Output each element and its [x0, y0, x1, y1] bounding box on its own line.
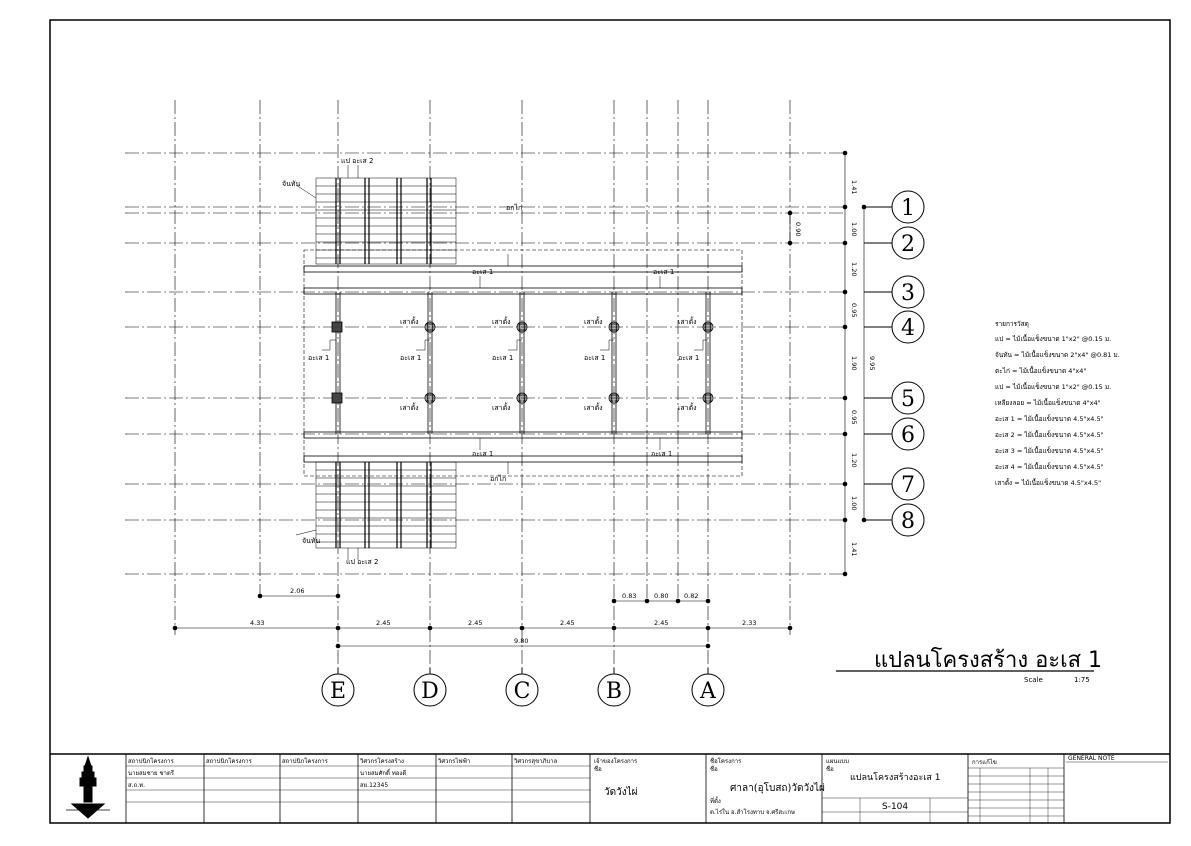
legend-item: จันทัน = ไม้เนื้อแข็งขนาด 2"x4" @0.81 ม.: [995, 351, 1120, 359]
tb-head-1: สถาปนิกโครงการ: [206, 758, 252, 765]
label-sao-3: เสาตั้ง: [584, 318, 603, 326]
legend-item: อะเส 4 = ไม้เนื้อแข็งขนาด 4.5"x4.5": [995, 463, 1104, 471]
leaders: [296, 165, 708, 560]
dim-r-8: 1.41: [850, 542, 858, 557]
grid-col-B: B: [605, 679, 623, 704]
dim-lines-bottom: [173, 594, 792, 648]
tb-project-name: ศาลา(อุโบสถ)วัดวังไผ่: [730, 783, 825, 794]
tb-head-2: สถาปนิกโครงการ: [282, 758, 328, 765]
grid-col-C: C: [513, 679, 531, 704]
materials-legend: [995, 320, 1120, 487]
label-ase-left: อะเส 1: [308, 354, 330, 362]
label-ase1-c: อะเส 1: [472, 450, 494, 458]
tb-location-head: ที่ตั้ง: [710, 798, 721, 805]
dim-r-4: 1.90: [850, 356, 858, 371]
tb-head-4: วิศวกรไฟฟ้า: [438, 758, 471, 765]
dim-r-2: 1.20: [850, 262, 858, 277]
legend-item: เหลียงลอย = ไม้เนื้อแข็งขนาด 4"x4": [995, 399, 1101, 407]
dim-b-3: 2.45: [560, 619, 575, 627]
tb-head-3: วิศวกรโครงสร้าง: [360, 758, 404, 765]
label-ok-kai-bottom: อกไก่: [490, 475, 507, 483]
label-sao-8: เสาตั้ง: [678, 404, 697, 412]
dim-b-s0: 0.83: [622, 592, 637, 600]
legend-item: อะเส 2 = ไม้เนื้อแข็งขนาด 4.5"x4.5": [995, 431, 1104, 439]
grid-row-6: 6: [901, 423, 915, 448]
tb-line1-0: นายสมชาย ชาตรี: [128, 770, 175, 777]
tb-head-0: สถาปนิกโครงการ: [128, 758, 174, 765]
dim-r-3: 0.95: [850, 303, 858, 318]
dim-b-s1: 0.80: [654, 592, 669, 600]
tb-rev-head: การแก้ไข: [972, 759, 997, 766]
grid-row-1: 1: [901, 196, 915, 221]
label-ase-d: อะเส 1: [400, 354, 422, 362]
label-sao-1: เสาตั้ง: [400, 318, 419, 326]
tb-line2-3: สย.12345: [360, 782, 389, 789]
label-pae-ase2-top: แป อะเส 2: [341, 157, 374, 165]
grid-col-D: D: [421, 679, 439, 704]
label-ase1-d: อะเส 1: [651, 450, 673, 458]
dim-b-5: 2.33: [742, 619, 757, 627]
dim-b-2: 2.45: [468, 619, 483, 627]
plan-title: แปลนโครงสร้าง อะเส 1: [874, 648, 1103, 673]
organization-logo: [66, 757, 110, 818]
dim-b-4: 2.45: [654, 619, 669, 627]
grid-row-8: 8: [901, 509, 915, 534]
dim-b-left: 2.06: [290, 587, 305, 595]
tb-sheet-head: แผนแบบ: [826, 758, 849, 765]
label-chanthan-bottom: จันทัน: [302, 537, 321, 545]
tb-sheet-name: แปลนโครงสร้างอะเส 1: [850, 773, 941, 783]
tb-owner-name: วัดวังไผ่: [604, 787, 638, 798]
dim-r-6: 1.20: [850, 453, 858, 468]
label-sao-5: เสาตั้ง: [400, 404, 419, 412]
label-ase1-b: อะเส 1: [653, 268, 675, 276]
label-ase-c: อะเส 1: [492, 354, 514, 362]
dim-r-0: 1.41: [850, 180, 858, 195]
grid-lines: [125, 100, 845, 668]
tb-location: ต.ไร่ใน อ.สำโรงทาบ จ.ศรีสะเกษ: [710, 809, 795, 816]
tb-owner-sub: ชื่อ: [594, 766, 602, 773]
label-ase-b: อะเส 1: [584, 354, 606, 362]
grid-row-4: 4: [901, 316, 915, 341]
grid-row-2: 2: [901, 232, 915, 257]
dim-b-1: 2.45: [376, 619, 391, 627]
grid-col-A: A: [700, 679, 716, 704]
tb-head-5: วิศวกรสุขาภิบาล: [514, 758, 558, 765]
roof-hatch-top: [316, 178, 456, 264]
columns: [332, 322, 713, 403]
tb-line1-3: นายสมศักดิ์ ทองดี: [360, 770, 407, 777]
legend-item: อะเส 1 = ไม้เนื้อแข็งขนาด 4.5"x4.5": [995, 415, 1104, 423]
legend-item: ตะไก่ = ไม้เนื้อแข็งขนาด 4"x4": [995, 367, 1087, 375]
label-ok-kai-top: อกไก่: [506, 204, 523, 212]
tb-general-head: GENERAL NOTE: [1068, 755, 1115, 762]
scale-label: Scale: [1024, 676, 1043, 684]
dim-r-total: 9.95: [868, 356, 876, 371]
grid-row-3: 3: [901, 281, 915, 306]
roof-outline: [304, 250, 742, 476]
legend-item: เสาตั้ง = ไม้เนื้อแข็งขนาด 4.5"x4.5": [995, 479, 1102, 487]
tb-project-sub: ชื่อ: [710, 766, 718, 773]
tb-sheet-sub: ชื่อ: [826, 766, 834, 773]
grid-row-7: 7: [901, 473, 915, 498]
label-sao-6: เสาตั้ง: [492, 404, 511, 412]
beams: [304, 266, 742, 462]
grid-row-5: 5: [901, 387, 915, 412]
scale-value: 1:75: [1074, 676, 1090, 684]
dim-r-1: 1.00: [850, 222, 858, 237]
legend-heading: รายการวัสดุ: [995, 320, 1029, 328]
tb-owner-head: เจ้าของโครงการ: [594, 758, 638, 765]
label-sao-4: เสาตั้ง: [678, 318, 697, 326]
dim-r-small: 0.90: [794, 222, 802, 237]
tb-project-head: ชื่อโครงการ: [710, 758, 742, 765]
legend-item: แป = ไม้เนื้อแข็งขนาด 1"x2" @0.15 ม.: [995, 383, 1112, 391]
label-chanthan-top: จันทัน: [282, 180, 301, 188]
tb-line2-0: ส.ถ.ท.: [128, 782, 145, 789]
label-ase-a: อะเส 1: [678, 354, 700, 362]
grid-col-E: E: [329, 679, 347, 704]
tb-sheet-no: S-104: [882, 802, 909, 812]
label-ase1-a: อะเส 1: [472, 268, 494, 276]
dim-r-5: 0.95: [850, 410, 858, 425]
dim-b-s2: 0.82: [684, 592, 699, 600]
dim-b-0: 4.33: [250, 619, 265, 627]
label-pae-ase2-bottom: แป อะเส 2: [346, 558, 379, 566]
label-sao-2: เสาตั้ง: [492, 318, 511, 326]
roof-hatch-bottom: [316, 462, 456, 548]
dim-b-total: 9.80: [514, 637, 529, 645]
dim-r-7: 1.00: [850, 496, 858, 511]
legend-item: อะเส 3 = ไม้เนื้อแข็งขนาด 4.5"x4.5": [995, 447, 1104, 455]
label-sao-7: เสาตั้ง: [584, 404, 603, 412]
legend-item: แป = ไม้เนื้อแข็งขนาด 1"x2" @0.15 ม.: [995, 335, 1112, 343]
